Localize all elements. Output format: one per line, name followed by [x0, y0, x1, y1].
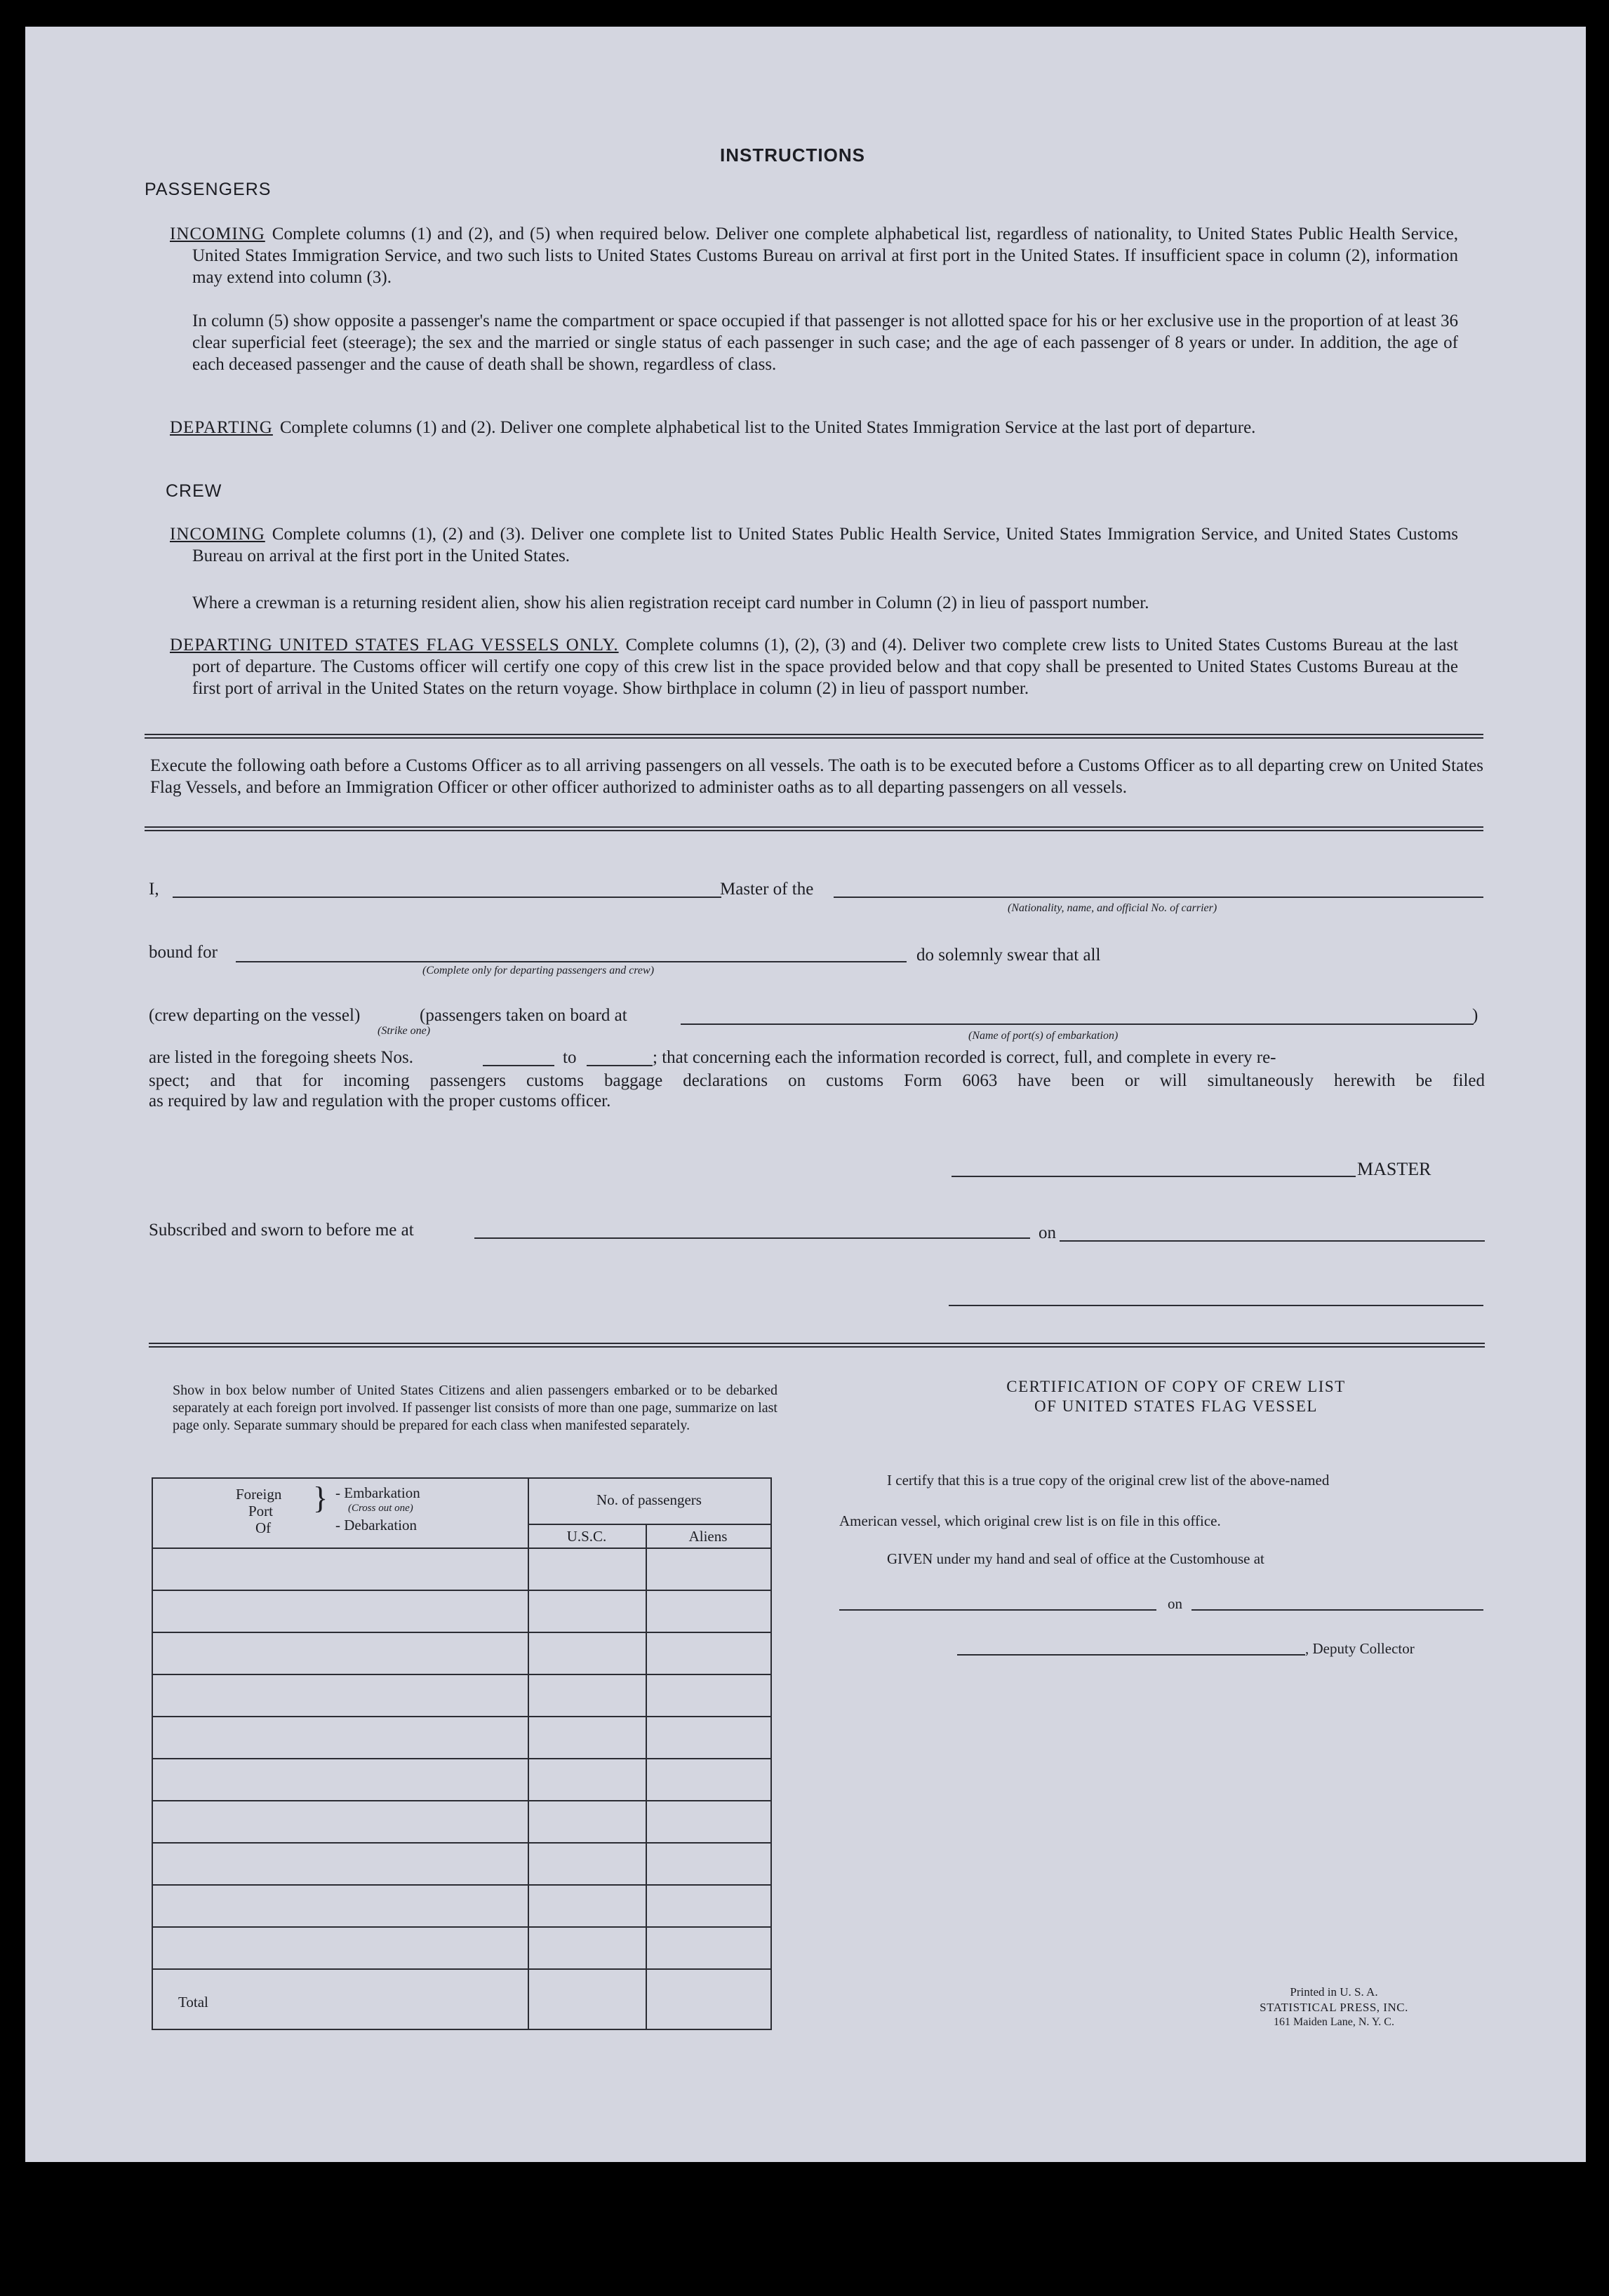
passengers-departing-label: DEPARTING — [170, 418, 273, 437]
crew-departing-text: Complete columns (1), (2), (3) and (4). Deliver two complete crew lists to United States Customs Bureau at the last port of departure. The Customs officer will certify one copy of this crew list in the space provided below and that copy shall be presented to United States Customs Bureau at the first port of arrival in the United States on the return voyage. Show birthplace in column (2) in lieu of passport number. — [192, 636, 1458, 698]
sheet-to-field[interactable] — [587, 1065, 653, 1066]
of-label: Of — [255, 1519, 272, 1536]
table-row — [153, 1716, 770, 1717]
listed-line-3: as required by law and regulation with the proper customs officer. — [149, 1092, 611, 1110]
master-of-label: Master of the — [720, 880, 814, 899]
master-name-field[interactable] — [173, 897, 721, 898]
sheet-from-field[interactable] — [483, 1065, 554, 1066]
deputy-collector-label: , Deputy Collector — [1305, 1640, 1415, 1657]
table-divider — [646, 1524, 647, 2029]
divider — [149, 1343, 1485, 1348]
ports-hint: (Name of port(s) of embarkation) — [968, 1030, 1119, 1042]
passengers-departing-text: Complete columns (1) and (2). Deliver one complete alphabetical list to the United States Immigration Service at the last port of departure. — [279, 418, 1256, 437]
table-row — [153, 1632, 770, 1633]
usc-header: U.S.C. — [566, 1528, 607, 1545]
certify-line-1: I certify that this is a true copy of the original crew list of the above-named — [887, 1472, 1330, 1489]
deputy-signature-field[interactable] — [957, 1654, 1305, 1656]
oath-i-label: I, — [149, 880, 159, 899]
table-row — [153, 1590, 770, 1591]
crew-heading: CREW — [166, 481, 222, 501]
master-signature-label: MASTER — [1357, 1159, 1431, 1179]
passengers-boarded-option[interactable]: (passengers taken on board at — [420, 1006, 627, 1025]
subscribed-on-label: on — [1039, 1223, 1056, 1242]
printer-line-3: 161 Maiden Lane, N. Y. C. — [1274, 2016, 1394, 2028]
passengers-departing-paragraph — [170, 417, 1458, 438]
carrier-hint: (Nationality, name, and official No. of carrier) — [1008, 902, 1217, 914]
customhouse-field[interactable] — [839, 1609, 1156, 1611]
crew-incoming-label: INCOMING — [170, 525, 265, 544]
close-paren: ) — [1472, 1006, 1478, 1025]
crew-departing-paragraph — [170, 634, 1458, 699]
table-divider — [153, 1548, 770, 1549]
total-label: Total — [178, 1994, 208, 2010]
subscribed-date-field[interactable] — [1060, 1240, 1485, 1242]
bound-for-field[interactable] — [236, 961, 907, 962]
crew-incoming-paragraph — [170, 523, 1458, 567]
ports-field[interactable] — [681, 1023, 1474, 1025]
debarkation-label[interactable]: - Debarkation — [335, 1517, 418, 1533]
officer-signature-field[interactable] — [949, 1305, 1483, 1306]
master-signature-field[interactable] — [952, 1176, 1356, 1177]
given-line: GIVEN under my hand and seal of office at the Customhouse at — [887, 1550, 1264, 1567]
certification-title-1: CERTIFICATION OF COPY OF CREW LIST — [1006, 1378, 1346, 1395]
table-row — [153, 1758, 770, 1759]
passengers-incoming-text: Complete columns (1) and (2), and (5) when required below. Deliver one complete alphabetical list, regardless of nationality, to United States Public Health Service, United States Immigration Service, and two such lists to United States Customs Bureau on arrival at first port in the United States. If insufficient space in column (2), information may extend into column (3). — [192, 224, 1458, 287]
table-divider — [528, 1479, 529, 2029]
passengers-heading: PASSENGERS — [145, 180, 272, 199]
embarkation-label[interactable]: - Embarkation — [335, 1484, 420, 1501]
table-row — [153, 1842, 770, 1844]
passenger-summary-table — [152, 1477, 772, 2030]
subscribed-place-field[interactable] — [474, 1237, 1030, 1239]
passengers-incoming-label: INCOMING — [170, 224, 265, 243]
certification-title-2: OF UNITED STATES FLAG VESSEL — [1034, 1397, 1318, 1415]
crew-departing-label: DEPARTING UNITED STATES FLAG VESSELS ONLY. — [170, 636, 619, 654]
bound-for-hint: (Complete only for departing passengers and crew) — [422, 965, 655, 976]
certification-on-label: on — [1168, 1595, 1182, 1612]
crew-incoming-text: Complete columns (1), (2) and (3). Deliver one complete list to United States Public Health Service, United States Immigration Service, and United States Customs Bureau on arrival at the first port in the United States. — [192, 525, 1458, 565]
certify-line-2: American vessel, which original crew list is on file in this office. — [839, 1512, 1221, 1529]
strike-one-hint: (Strike one) — [378, 1025, 431, 1037]
foreign-label: Foreign — [236, 1486, 282, 1503]
subscribed-label: Subscribed and sworn to before me at — [149, 1221, 414, 1240]
carrier-field[interactable] — [834, 897, 1483, 898]
table-row — [153, 1884, 770, 1886]
no-passengers-header: No. of passengers — [596, 1491, 702, 1508]
printer-line-1: Printed in U. S. A. — [1290, 1985, 1378, 1999]
bound-for-label: bound for — [149, 943, 218, 962]
summary-instructions: Show in box below number of United States Citizens and alien passengers embarked or to be debarked separately at each foreign port involved. If passenger list consists of more than one page, summarize on last page only. Separate summary should be prepared for each class when manifested separately. — [173, 1383, 777, 1433]
certification-date-field[interactable] — [1191, 1609, 1483, 1611]
table-row — [153, 1968, 770, 1970]
swear-text: do solemnly swear that all — [916, 946, 1101, 965]
port-label: Port — [248, 1503, 274, 1519]
passengers-column5-paragraph: In column (5) show opposite a passenger's name the compartment or space occupied if that passenger is not allotted space for his or her exclusive use in the proportion of at least 36 clear superficial feet (steerage); the sex and the married or single status of each passenger in such case; and the age of each passenger of 8 years or under. In addition, the age of each deceased passenger and the cause of death shall be shown, regardless of class. — [192, 311, 1458, 374]
crew-resident-paragraph: Where a crewman is a returning resident alien, show his alien registration receipt card number in Column (2) in lieu of passport number. — [192, 593, 1149, 612]
brace-glyph: } — [313, 1481, 328, 1515]
listed-to: to — [563, 1048, 577, 1067]
cross-out-hint: (Cross out one) — [348, 1503, 413, 1514]
form-sheet — [25, 27, 1586, 2162]
passengers-incoming-paragraph — [170, 223, 1458, 288]
divider — [145, 734, 1483, 739]
table-row — [153, 1800, 770, 1801]
aliens-header: Aliens — [688, 1528, 728, 1545]
listed-text-b: ; that concerning each the information recorded is correct, full, and complete in every re- — [653, 1048, 1276, 1067]
listed-line-2: spect; and that for incoming passengers customs baggage declarations on customs Form 6063 have been or will simultaneously herewith be filed — [149, 1071, 1485, 1090]
printer-line-2: STATISTICAL PRESS, INC. — [1260, 2001, 1408, 2014]
listed-text-a: are listed in the foregoing sheets Nos. — [149, 1048, 413, 1067]
oath-instructions: Execute the following oath before a Customs Officer as to all arriving passengers on all vessels. The oath is to be executed before a Customs Officer as to all departing crew on United States Flag Vessels, and before an Immigration Officer or other officer authorized to administer oaths as to all departing passengers on all vessels. — [150, 756, 1483, 797]
divider — [145, 826, 1483, 831]
table-divider — [528, 1524, 770, 1525]
table-row — [153, 1674, 770, 1675]
table-row — [153, 1926, 770, 1928]
crew-departing-option[interactable]: (crew departing on the vessel) — [149, 1006, 361, 1025]
page-title: INSTRUCTIONS — [720, 145, 865, 166]
